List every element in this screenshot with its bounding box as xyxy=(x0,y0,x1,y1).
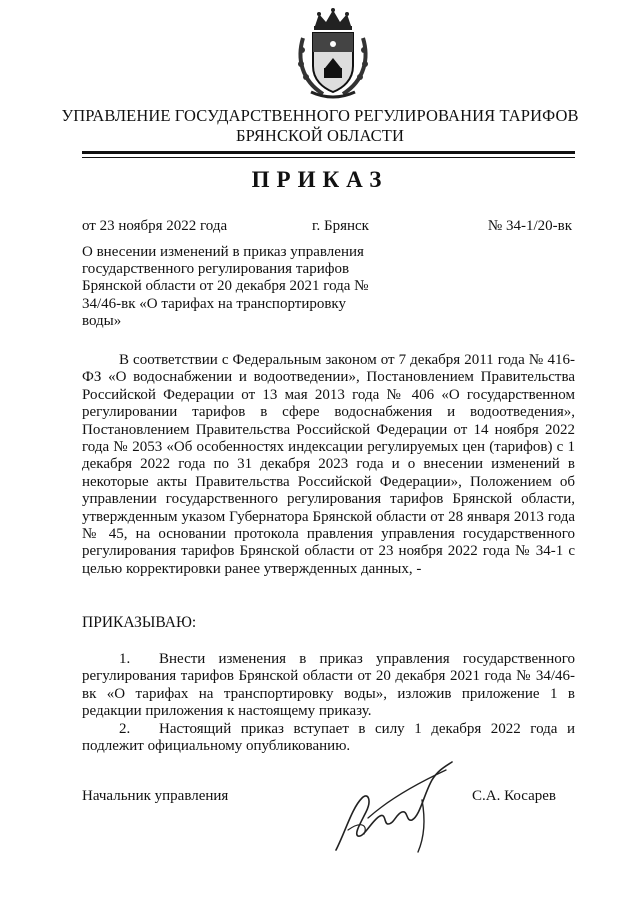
org-name-line1: УПРАВЛЕНИЕ ГОСУДАРСТВЕННОГО РЕГУЛИРОВАНИЯ ТАРИФОВ xyxy=(61,106,579,125)
signatory-role: Начальник управления xyxy=(82,788,229,804)
order-city: г. Брянск xyxy=(312,218,369,234)
order-item xyxy=(82,721,575,756)
signatory-name: С.А. Косарев xyxy=(472,788,556,804)
order-item xyxy=(82,651,575,721)
order-items xyxy=(82,651,575,755)
org-name-line2: БРЯНСКОЙ ОБЛАСТИ xyxy=(236,126,404,145)
issuing-authority xyxy=(40,106,600,146)
preamble-paragraph: В соответствии с Федеральным законом от 7 декабря 2011 года № 416-ФЗ «О водоснабжении и водоотведении», Постановлением Правительства Российской Федерации от 13 мая 2013 года № 406 «О государственном регулировании тарифов в сфере водоснабжения и водоотведения», Постановлением Правительства Российской Федерации от 14 ноября 2022 года № 2053 «Об особенностях индексации регулируемых цен (тарифов) с 1 декабря 2022 года по 31 декабря 2023 года и о внесении изменений в некоторые акты Правительства Российской Федерации», Положением об управлении государственного регулирования тарифов Брянской области, утвержденным указом Губернатора Брянской области от 28 января 2013 года № 45, на основании протокола правления управления государственного регулирования тарифов Брянской области от 23 ноября 2022 года № 34-1 с целью корректировки ранее утвержденных данных, - xyxy=(82,352,575,577)
item-number: 2. xyxy=(119,720,131,737)
order-subject: О внесении изменений в приказ управления государственного регулирования тарифов Брянской области от 20 декабря 2021 года № 34/46-вк «О тарифах на транспортировку воды» xyxy=(82,244,369,329)
item-text: Настоящий приказ вступает в силу 1 декабря 2022 года и подлежит официальному опубликованию. xyxy=(82,720,575,755)
item-text: Внести изменения в приказ управления государственного регулирования тарифов Брянской области от 20 декабря 2021 года № 34/46-вк «О тарифах на транспортировку воды», изложив приложение 1 в редакции приложения к настоящему приказу. xyxy=(82,651,575,720)
header-rule-thick xyxy=(82,151,575,154)
order-number: № 34-1/20-вк xyxy=(487,218,572,234)
order-date: от 23 ноября 2022 года xyxy=(82,218,228,234)
document-title: ПРИКАЗ xyxy=(251,167,389,192)
handwritten-signature xyxy=(328,760,458,855)
header-rule-thin xyxy=(82,157,575,158)
bryansk-coat-of-arms-icon xyxy=(293,8,373,100)
item-number: 1. xyxy=(119,651,131,667)
order-directive: ПРИКАЗЫВАЮ: xyxy=(82,614,197,631)
